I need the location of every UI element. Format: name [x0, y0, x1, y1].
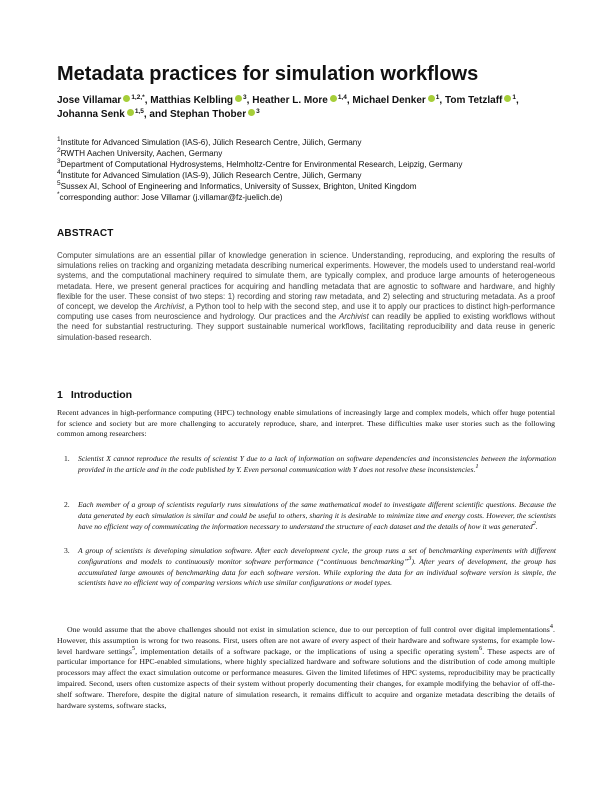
author: [352, 95, 445, 106]
author-separator: ,: [144, 95, 151, 106]
author: [57, 95, 150, 106]
affiliation-marker: 1: [57, 136, 61, 143]
author-separator: ,: [439, 95, 445, 106]
author-name: Johanna Senk: [57, 109, 125, 120]
list-marker: 3.: [64, 546, 70, 555]
list-marker: 2.: [64, 500, 70, 509]
footnote-ref: 4: [549, 623, 554, 630]
affiliation-text: Department of Computational Hydrosystems, Helmholtz-Centre for Environmental Research, Leipzig, Germany: [60, 160, 463, 169]
section-heading-introduction: [57, 389, 132, 401]
list-marker: 1.: [64, 454, 70, 463]
author: [57, 109, 170, 120]
orcid-icon[interactable]: [127, 109, 134, 116]
orcid-icon[interactable]: [428, 95, 435, 102]
affiliation-text: RWTH Aachen University, Aachen, Germany: [60, 149, 223, 158]
footnote-ref: 2: [532, 519, 536, 527]
intro-paragraph: Recent advances in high-performance computing (HPC) technology enable simulations of increasingly large and complex models, which offer huge potential for science and society but are more challenging to accurately reproduce, share, and interpret. These difficulties make user stories such as the following common among researchers:: [57, 408, 555, 439]
archivist-name: Archivist: [338, 312, 369, 322]
author-name: Tom Tetzlaff: [444, 95, 503, 106]
affiliation-text: corresponding author: Jose Villamar (j.villamar@fz-juelich.de): [59, 193, 283, 202]
affiliation-marker: 3: [57, 158, 61, 165]
affiliation-ref: 1,2,*: [131, 94, 145, 101]
affiliation-text: Sussex AI, School of Engineering and Informatics, University of Sussex, Brighton, United Kingdom: [60, 182, 417, 191]
affiliation-ref: 1,4: [337, 94, 347, 101]
affiliations: [57, 137, 557, 203]
archivist-name: Archivist: [154, 302, 185, 312]
affiliation-item: [57, 192, 557, 203]
affiliation-item: [57, 170, 557, 181]
affiliation-item: [57, 148, 557, 159]
orcid-icon[interactable]: [235, 95, 242, 102]
affiliation-ref: 1: [435, 94, 440, 101]
user-story-3: 3. A group of scientists is developing simulation software. After each development cycle, the group runs a set of benchmarking experiments with different configurations and models to continuously monitor software performance (“continuous benchmarking”$^3$). After years of development, the group has accumulated large amounts of benchmarking data for each software version. While exploring the data for an individual software version is simple, the scientists have no efficient way of comparing versions which use similar configurations or model types.: [64, 546, 557, 588]
author-name: Heather L. More: [252, 95, 328, 106]
orcid-icon[interactable]: [123, 95, 130, 102]
affiliation-text: Institute for Advanced Simulation (IAS-9), Jülich Research Centre, Jülich, Germany: [60, 171, 362, 180]
author-separator: ,: [246, 95, 253, 106]
footnote-ref: 5: [131, 644, 136, 652]
affiliation-marker: *: [57, 191, 60, 198]
affiliation-ref: 1,5: [134, 108, 144, 115]
footnote-ref: 6: [479, 644, 483, 652]
affiliation-ref: 3: [243, 94, 247, 101]
affiliation-item: [57, 181, 557, 192]
author-list: [57, 94, 557, 122]
author-name: Stephan Thober: [169, 109, 247, 120]
author-separator: , and: [143, 109, 170, 120]
author-separator: ,: [516, 95, 519, 106]
author-name: Matthias Kelbling: [150, 95, 234, 106]
affiliation-ref: 1: [512, 94, 517, 101]
affiliation-marker: 2: [57, 147, 61, 154]
affiliation-marker: 4: [57, 169, 61, 176]
affiliation-item: [57, 137, 557, 148]
author-name: Michael Denker: [352, 95, 426, 106]
author: [170, 109, 260, 120]
footnote-ref: 1: [475, 462, 479, 470]
abstract-body: Computer simulations are an essential pillar of knowledge generation in science. Understanding, reproducing, and exploring the results of simulations relies on tracking and organizing metadata describing numerical experiments. However, the models used to understand real-world systems, and the computational machinery required to simulate them, are typically complex, and produce large amounts of heterogeneous metadata. Here, we present general practices for acquiring and handling metadata that are agnostic to software and hardware, and highly flexible for the user. These consist of two steps: 1) recording and storing raw metadata, and 2) selecting and structuring metadata. As a proof of concept, we develop the Archivist, a Python tool to help with the second step, and use it to apply our practices to distinct high-performance computing use cases from neuroscience and hydrology. Our practices and the Archivist can readily be applied to existing workflows without the need for substantial restructuring. They support sustainable numerical workflows, facilitating reproducibility and data reuse in generic simulation-based research.: [57, 251, 556, 342]
user-story-2: 2. Each member of a group of scientists regularly runs simulations of the same mathematical model to investigate different scientific questions. Because the data generated by each simulation is similar and could be useful to others, sharing it is desirable to minimize time and energy costs. However, the scientists have no efficient way of communicating the information necessary to understand the structure of each dataset and the details of how it was generated$^2$.: [64, 500, 556, 531]
author: [445, 95, 519, 106]
paper-title: Metadata practices for simulation workflows: [57, 63, 479, 85]
user-story-1: 1. Scientist X cannot reproduce the results of scientist Y due to a lack of information on software dependencies and inconsistencies between the information provided in the article and in the code published by Y. Even personal communication with Y does not resolve these inconsistencies.$^1$: [64, 454, 556, 474]
author-separator: ,: [346, 95, 353, 106]
footnote-ref: 3: [408, 554, 412, 562]
section-title: Introduction: [70, 389, 133, 401]
affiliation-marker: 5: [57, 180, 61, 187]
section-number: 1: [57, 389, 63, 401]
affiliation-ref: 3: [256, 108, 260, 115]
author: [252, 95, 352, 106]
abstract-heading: ABSTRACT: [57, 228, 114, 239]
affiliation-item: [57, 159, 557, 170]
discussion-paragraph: One would assume that the above challenges should not exist in simulation science, due to our perception of full control over digital implementations$^4$. However, this assumption is wrong for two reasons. First, users often are not aware of every aspect of their hardware and software systems, for example low-level hardware settings$^5$, implementation details of a software package, or the implications of using a specific operating system$^6$. These aspects are of particular importance for HPC-enabled simulations, where highly specialized hardware and software solutions and the distribution of code among multiple processors may affect the exact simulation outcome or performance measures. Given the limited lifetimes of HPC systems, reproducibility may be practically impaired. Second, users often customize aspects of their system without properly documenting their changes, for example modifying the behavior of off-the-shelf software. Therefore, despite the digital nature of simulation research, it remains difficult to acquire and organize metadata describing the details of hardware systems, software stacks,: [57, 623, 555, 710]
affiliation-text: Institute for Advanced Simulation (IAS-6), Jülich Research Centre, Jülich, Germany: [60, 138, 362, 147]
author-name: Jose Villamar: [57, 95, 122, 106]
orcid-icon[interactable]: [504, 95, 511, 102]
orcid-icon[interactable]: [248, 109, 255, 116]
orcid-icon[interactable]: [330, 95, 337, 102]
author: [150, 95, 252, 106]
